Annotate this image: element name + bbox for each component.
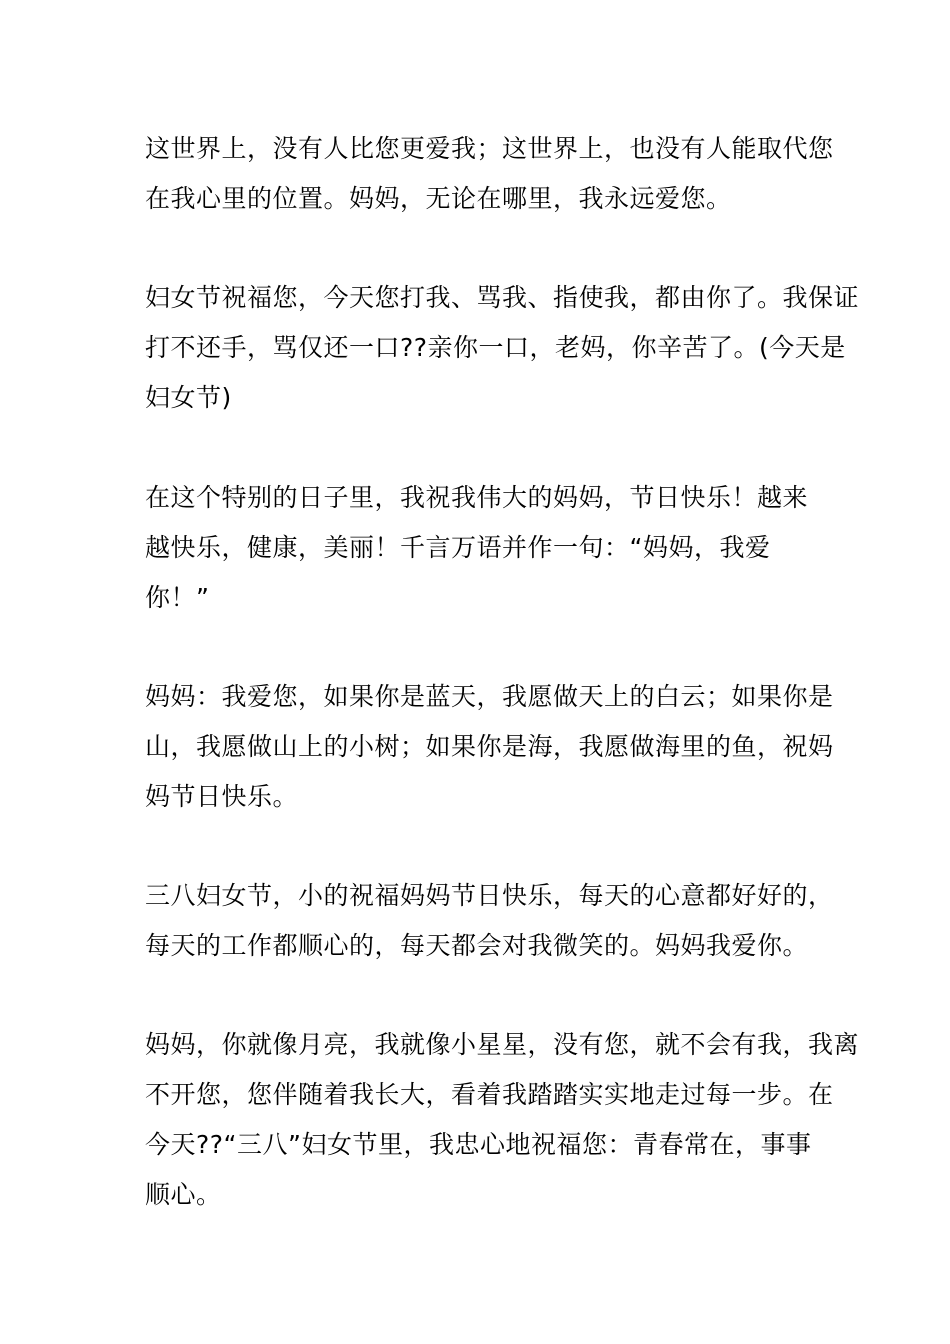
paragraph-2-line-3: 妇女节) [145, 383, 232, 412]
paragraph-6 [145, 1020, 860, 1220]
paragraph-6-line-4: 顺心。 [145, 1180, 222, 1209]
paragraph-6-line-2: 不开您，您伴随着我长大，看着我踏踏实实地走过每一步。在 [145, 1080, 834, 1109]
paragraph-3-line-1: 在这个特别的日子里，我祝我伟大的妈妈，节日快乐！越来 [145, 483, 809, 512]
paragraph-6-line-1: 妈妈，你就像月亮，我就像小星星，没有您，就不会有我，我离 [145, 1030, 860, 1059]
paragraph-2-line-2: 打不还手，骂仅还一口??亲你一口，老妈，你辛苦了。(今天是 [145, 333, 846, 362]
paragraph-5-line-1: 三八妇女节，小的祝福妈妈节日快乐，每天的心意都好好的， [145, 881, 834, 910]
paragraph-4-line-3: 妈节日快乐。 [145, 782, 299, 811]
paragraph-1-line-2: 在我心里的位置。妈妈，无论在哪里，我永远爱您。 [145, 184, 732, 213]
paragraph-5-line-2: 每天的工作都顺心的，每天都会对我微笑的。妈妈我爱你。 [145, 931, 809, 960]
paragraph-1 [145, 124, 834, 224]
paragraph-6-line-3: 今天??“三八”妇女节里，我忠心地祝福您：青春常在，事事 [145, 1130, 812, 1159]
paragraph-3 [145, 473, 815, 623]
paragraph-4 [145, 672, 834, 822]
paragraph-3-line-2: 越快乐，健康，美丽！千言万语并作一句：“妈妈，我爱 [145, 533, 771, 562]
paragraph-1-line-1: 这世界上，没有人比您更爱我；这世界上，也没有人能取代您 [145, 134, 834, 163]
paragraph-5 [145, 871, 834, 971]
paragraph-2 [145, 273, 860, 423]
paragraph-4-line-2: 山，我愿做山上的小树；如果你是海，我愿做海里的鱼，祝妈 [145, 732, 834, 761]
paragraph-4-line-1: 妈妈：我爱您，如果你是蓝天，我愿做天上的白云；如果你是 [145, 682, 834, 711]
paragraph-2-line-1: 妇女节祝福您，今天您打我、骂我、指使我，都由你了。我保证 [145, 283, 860, 312]
paragraph-3-line-3: 你！” [145, 583, 210, 612]
